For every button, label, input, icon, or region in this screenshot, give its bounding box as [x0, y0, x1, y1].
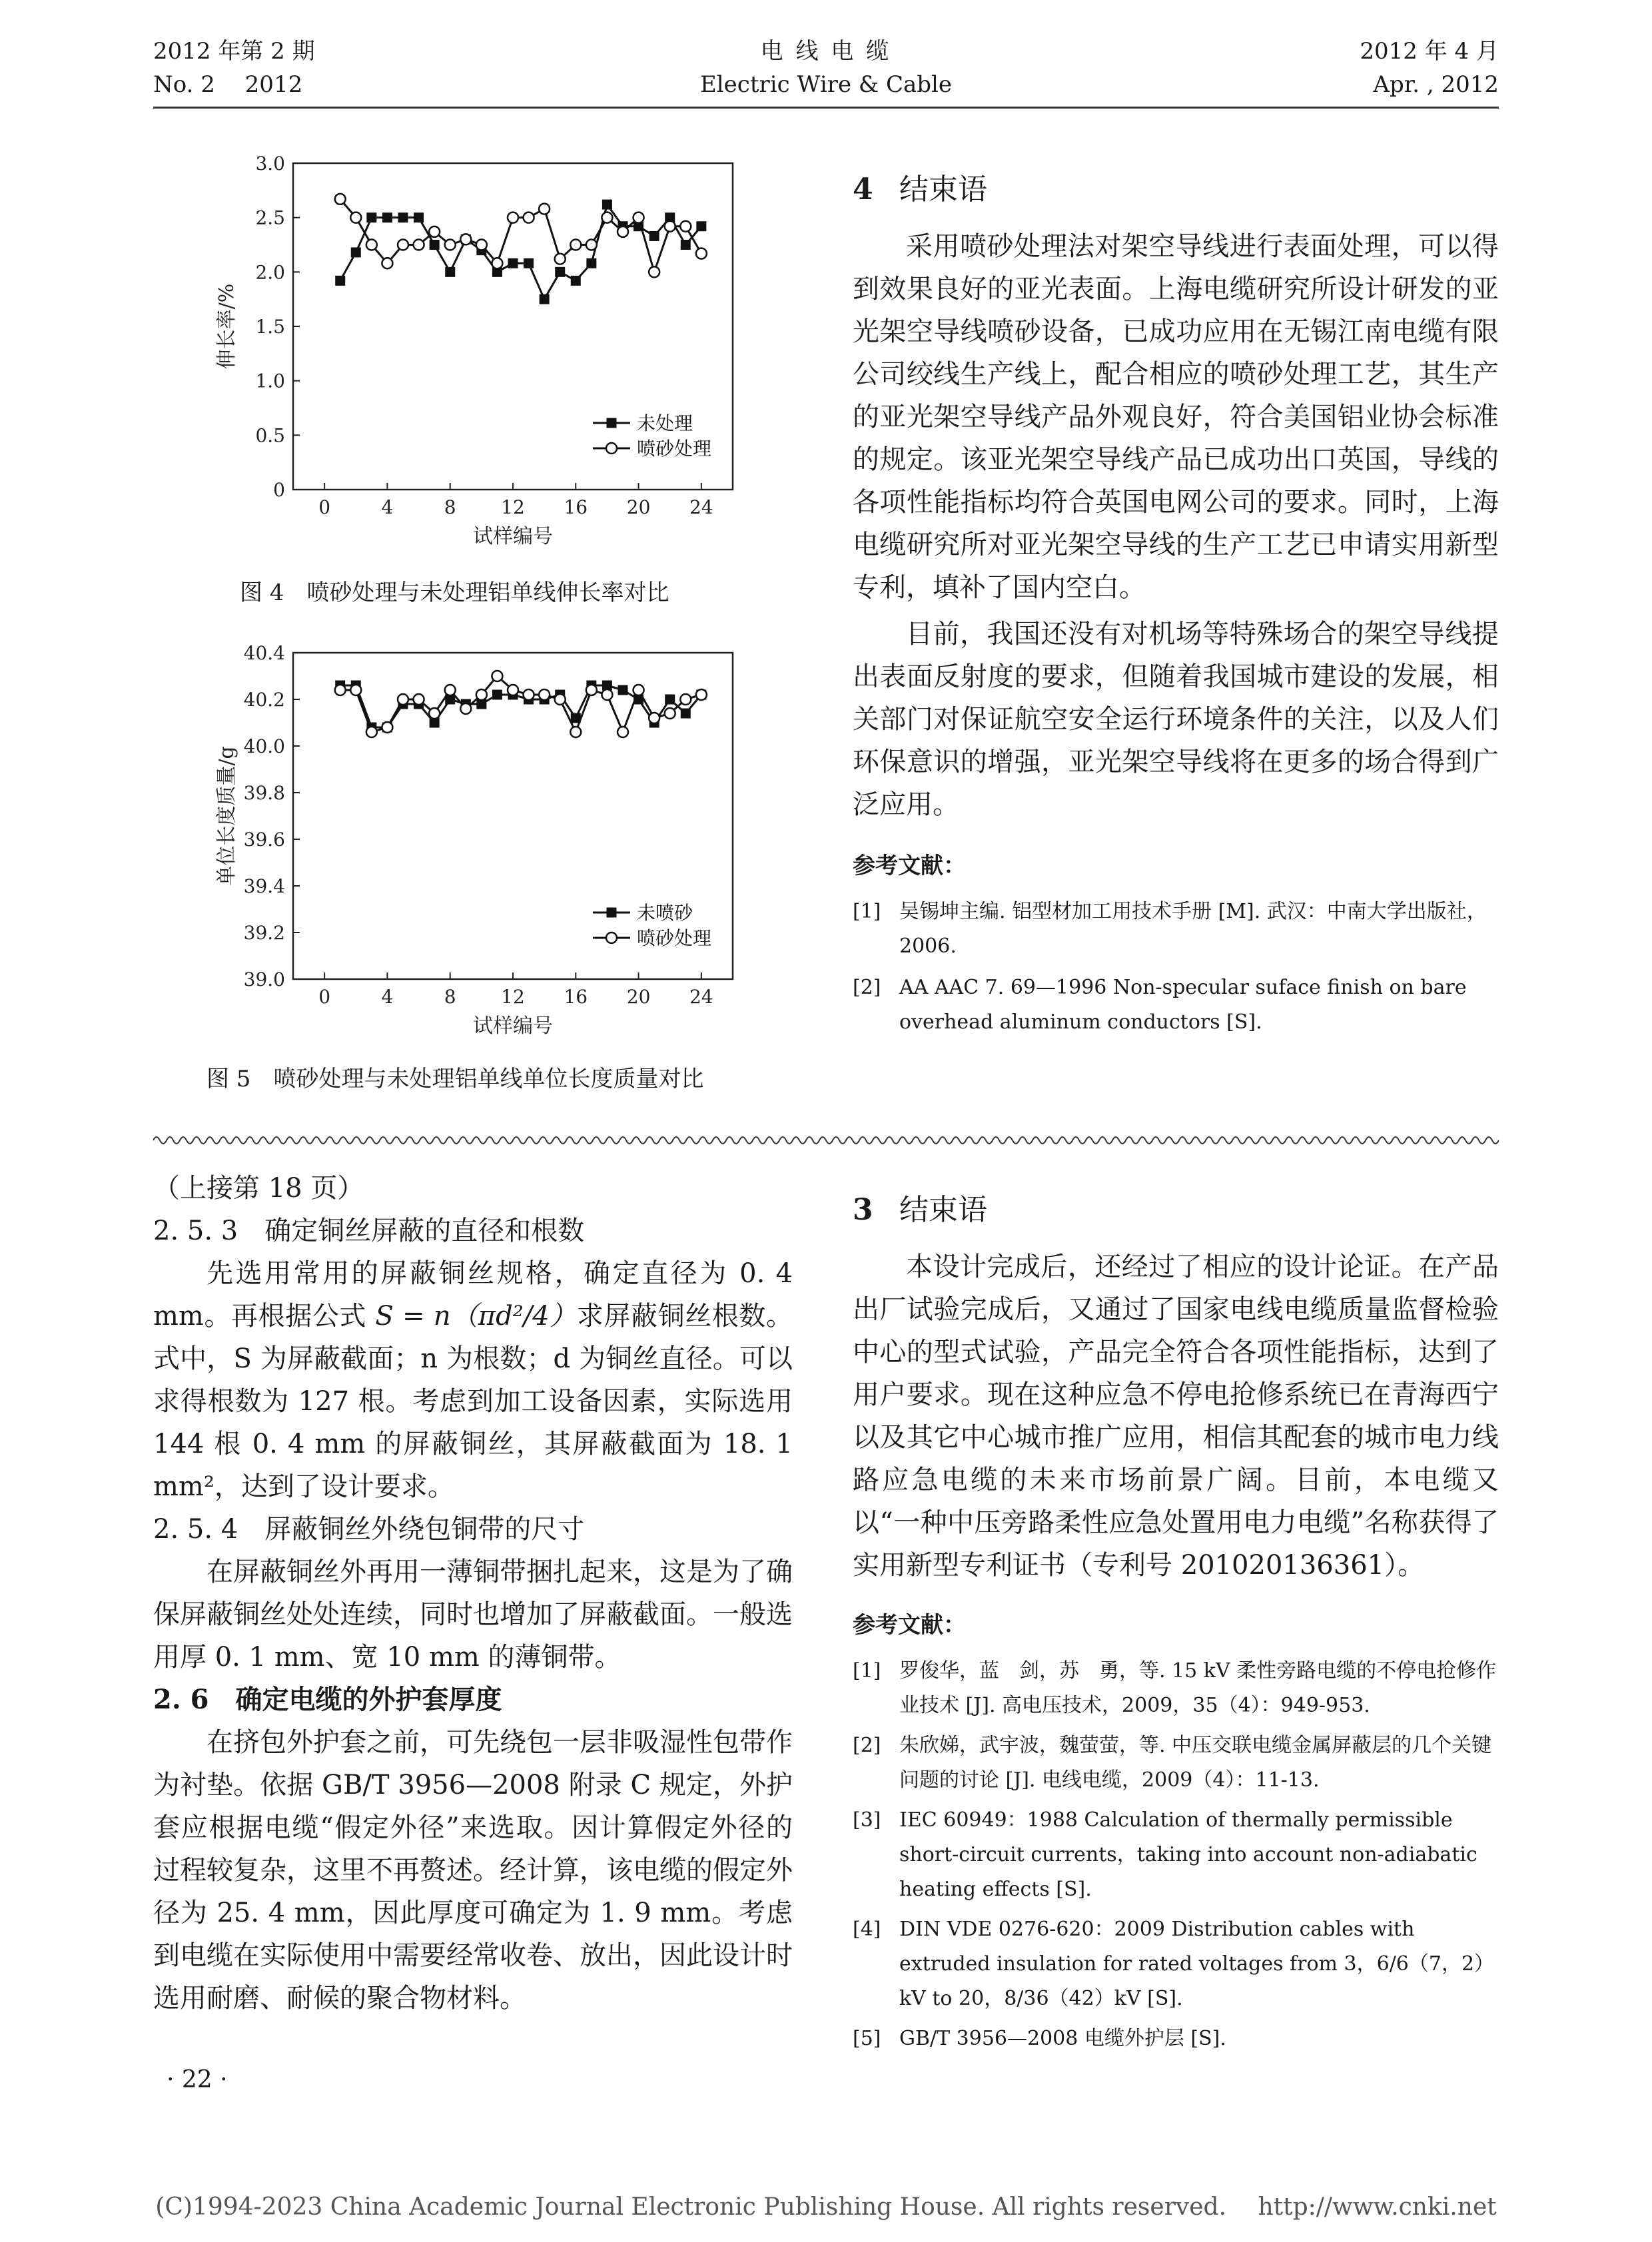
fig5-point-circle — [696, 689, 707, 700]
fig4-point-circle — [335, 194, 346, 204]
section-4 — [853, 165, 1499, 1040]
fig5-series-line-2 — [340, 676, 701, 732]
fig5-point-circle — [680, 694, 691, 705]
reference-number: [2] — [853, 976, 881, 999]
reference-item — [853, 1803, 1499, 1907]
fig5-y-tick-label: 40.0 — [243, 735, 285, 757]
fig4-point-square — [602, 200, 612, 210]
fig4-point-circle — [460, 234, 471, 244]
fig4-point-circle — [555, 254, 566, 264]
fig4-point-circle — [680, 221, 691, 232]
fig5-point-circle — [492, 671, 502, 681]
wavy-divider — [153, 1132, 1499, 1148]
fig4-point-circle — [492, 258, 502, 268]
fig4-series-line-1 — [340, 204, 701, 299]
fig5-point-circle — [602, 689, 612, 700]
formula: S = n（πd²/4） — [375, 1301, 577, 1331]
reference-text: DIN VDE 0276-620：2009 Distribution cables with extruded insulation for rated voltages from 3，6/6（7，2）kV to 20，8/36（42）kV [S]. — [899, 1918, 1495, 2010]
fig4-point-square — [540, 294, 550, 304]
fig4-x-axis-label: 试样编号 — [473, 525, 553, 548]
fig5-point-square — [681, 709, 691, 719]
fig5-point-circle — [508, 685, 518, 695]
section-3 — [853, 1186, 1499, 2056]
fig4-y-tick-label: 2.5 — [255, 206, 285, 229]
fig4-point-square — [571, 276, 581, 286]
reference-text: 朱欣娣，武宇波，魏萤萤，等. 中压交联电缆金属屏蔽层的几个关键问题的讨论 [J]. 电线电缆，2009（4）：11-13. — [899, 1734, 1492, 1792]
fig5-y-tick-label: 39.6 — [243, 829, 285, 851]
fig5-point-circle — [618, 727, 628, 737]
figure-5-caption: 图 5 喷砂处理与未处理铝单线单位长度质量对比 — [206, 1066, 704, 1092]
fig5-point-square — [665, 695, 675, 705]
left-lower-column — [153, 1167, 793, 2020]
fig4-point-square — [586, 258, 596, 268]
fig5-point-circle — [586, 685, 597, 695]
section-4-title: 结束语 — [899, 173, 987, 206]
section-3-number: 3 — [853, 1193, 873, 1227]
reference-number: [5] — [853, 2027, 881, 2050]
fig5-point-circle — [398, 694, 408, 705]
fig4-point-square — [649, 231, 659, 241]
reference-text: AA AAC 7. 69—1996 Non-specular suface finish on bare overhead aluminum conductors [S]. — [899, 976, 1467, 1034]
page-number: · 22 · — [167, 2066, 228, 2093]
fig4-point-square — [524, 258, 534, 268]
fig4-point-square — [555, 267, 565, 277]
fig4-point-square — [398, 212, 408, 222]
fig5-point-circle — [524, 689, 534, 700]
journal-title-en: Electric Wire & Cable — [699, 71, 953, 98]
fig5-legend-label: 喷砂处理 — [637, 927, 712, 949]
fig5-point-square — [492, 690, 502, 700]
reference-number: [2] — [853, 1734, 881, 1757]
section-4-heading — [853, 165, 1499, 208]
fig4-point-square — [366, 212, 376, 222]
fig5-point-circle — [414, 694, 424, 705]
fig4-point-square — [351, 247, 361, 257]
header-rule — [153, 107, 1499, 109]
date-cn: 2012 年 4 月 — [1360, 38, 1499, 65]
fig5-x-tick-label: 4 — [381, 986, 394, 1008]
fig5-point-circle — [539, 689, 550, 700]
fig4-point-circle — [618, 226, 628, 237]
fig4-point-circle — [366, 240, 377, 250]
figure-4-chart — [200, 140, 779, 566]
fig5-x-tick-label: 16 — [564, 986, 588, 1008]
fig4-legend-label: 未处理 — [637, 412, 693, 434]
fig4-x-tick-label: 4 — [381, 496, 394, 518]
section-4-references-title: 参考文献： — [853, 853, 966, 879]
paragraph-2-5-3-part-b: 求屏蔽铜丝根数。式中，S 为屏蔽截面；n 为根数；d 为铜丝直径。可以求得根数为 127 根。考虑到加工设备因素，实际选用 144 根 0. 4 mm 的屏蔽铜丝，其屏蔽截面为 18. 1 mm²，达到了设计要求。 — [153, 1301, 793, 1502]
fig4-point-circle — [570, 240, 581, 250]
fig4-point-circle — [524, 212, 534, 223]
reference-number: [4] — [853, 1918, 881, 1941]
fig5-point-circle — [382, 722, 392, 733]
reference-number: [1] — [853, 900, 881, 923]
header-left — [153, 35, 315, 101]
date-en: Apr. , 2012 — [1373, 71, 1499, 98]
reference-item — [853, 1912, 1499, 2016]
fig4-point-circle — [665, 221, 675, 232]
fig4-y-tick-label: 0 — [273, 479, 285, 501]
reference-item — [853, 970, 1499, 1040]
fig4-y-tick-label: 0.5 — [255, 424, 285, 447]
fig5-point-square — [618, 685, 628, 695]
section-3-title: 结束语 — [899, 1193, 987, 1227]
reference-item — [853, 2022, 1499, 2056]
section-4-number: 4 — [853, 173, 873, 206]
reference-number: [3] — [853, 1808, 881, 1832]
section-3-references-title: 参考文献： — [853, 1612, 966, 1639]
fig4-legend-label: 喷砂处理 — [637, 438, 712, 460]
fig4-y-tick-label: 1.5 — [255, 316, 285, 338]
paragraph-2-5-3 — [153, 1252, 793, 1508]
fig5-point-circle — [445, 685, 456, 695]
fig4-y-tick-label: 3.0 — [255, 153, 285, 175]
fig5-point-circle — [335, 685, 346, 695]
fig5-y-tick-label: 39.2 — [243, 922, 285, 944]
reference-item — [853, 1728, 1499, 1798]
fig4-point-circle — [649, 266, 659, 277]
fig4-point-square — [445, 267, 455, 277]
fig5-x-tick-label: 24 — [689, 986, 713, 1008]
issue-en: No. 2 2012 — [153, 71, 303, 98]
fig4-point-circle — [633, 212, 644, 223]
fig5-point-circle — [665, 708, 675, 719]
figure-5-chart — [200, 629, 779, 1056]
section-4-paragraph-2: 目前，我国还没有对机场等特殊场合的架空导线提出表面反射度的要求，但随着我国城市建设的发展，相关部门对保证航空安全运行环境条件的关注，以及人们环保意识的增强，亚光架空导线将在更多的场合得到广泛应用。 — [853, 619, 1499, 820]
fig4-y-axis-label: 伸长率/% — [215, 283, 238, 370]
fig4-point-circle — [414, 240, 424, 250]
reference-item — [853, 1654, 1499, 1723]
fig4-x-tick-label: 24 — [689, 496, 713, 518]
fig4-y-tick-label: 2.0 — [255, 261, 285, 284]
fig4-point-square — [430, 240, 440, 250]
heading-2-5-3: 2. 5. 3 确定铜丝屏蔽的直径和根数 — [153, 1216, 585, 1246]
reference-text: IEC 60949：1988 Calculation of thermally permissible short-circuit currents，taking into account non-adiabatic heating effects [S]. — [899, 1808, 1477, 1901]
header-right — [1360, 35, 1499, 101]
section-3-reference-list — [853, 1654, 1499, 2056]
fig4-x-tick-label: 8 — [444, 496, 456, 518]
fig4-point-circle — [445, 240, 456, 250]
fig4-point-square — [681, 240, 691, 250]
reference-item — [853, 895, 1499, 964]
fig4-point-circle — [398, 240, 408, 250]
fig5-legend-circle — [606, 933, 617, 943]
fig5-point-circle — [429, 708, 440, 719]
fig4-point-circle — [429, 226, 440, 237]
fig5-point-circle — [460, 703, 471, 714]
fig4-legend-circle — [606, 443, 617, 454]
paragraph-2-5-4: 在屏蔽铜丝外再用一薄铜带捆扎起来，这是为了确保屏蔽铜丝处处连续，同时也增加了屏蔽截面。一般选用厚 0. 1 mm、宽 10 mm 的薄铜带。 — [153, 1557, 793, 1673]
fig5-y-axis-label: 单位长度质量/g — [215, 746, 238, 886]
fig5-x-axis-label: 试样编号 — [473, 1014, 553, 1038]
fig5-x-tick-label: 20 — [626, 986, 651, 1008]
fig4-point-circle — [350, 212, 361, 223]
fig5-point-circle — [570, 727, 581, 737]
fig4-point-square — [414, 212, 424, 222]
fig4-point-circle — [696, 248, 707, 259]
reference-text: GB/T 3956—2008 电缆外护层 [S]. — [899, 2027, 1226, 2050]
fig4-x-tick-label: 16 — [564, 496, 588, 518]
section-3-heading — [853, 1186, 1499, 1228]
heading-2-5-4: 2. 5. 4 屏蔽铜丝外绕包铜带的尺寸 — [153, 1514, 585, 1545]
copyright-footer: (C)1994-2023 China Academic Journal Electronic Publishing House. All rights reserved. http://www.cnki.net — [155, 2193, 1497, 2221]
fig4-point-square — [696, 221, 706, 231]
fig4-legend-square — [607, 418, 617, 428]
fig5-point-circle — [350, 685, 361, 695]
section-4-paragraph-1: 采用喷砂处理法对架空导线进行表面处理，可以得到效果良好的亚光表面。上海电缆研究所设计研发的亚光架空导线喷砂设备，已成功应用在无锡江南电缆有限公司绞线生产线上，配合相应的喷砂处理工艺，其生产的亚光架空导线产品外观良好，符合美国铝业协会标准的规定。该亚光架空导线产品已成功出口英国，导线的各项性能指标均符合英国电网公司的要求。同时，上海电缆研究所对亚光架空导线的生产工艺已申请实用新型专利，填补了国内空白。 — [853, 231, 1499, 603]
journal-title-cn: 电 线 电 缆 — [760, 38, 892, 65]
fig4-y-tick-label: 1.0 — [255, 370, 285, 392]
fig5-point-circle — [649, 713, 659, 723]
figure-4-caption: 图 4 喷砂处理与未处理铝单线伸长率对比 — [240, 579, 669, 606]
fig5-y-tick-label: 40.2 — [243, 689, 285, 711]
reference-number: [1] — [853, 1659, 881, 1682]
fig4-series-line-2 — [340, 199, 701, 272]
fig4-point-circle — [476, 240, 487, 250]
fig5-x-tick-label: 12 — [501, 986, 525, 1008]
reference-text: 罗俊华，蓝 剑，苏 勇，等. 15 kV 柔性旁路电缆的不停电抢修作业技术 [J]. 高电压技术，2009，35（4）：949-953. — [899, 1659, 1497, 1717]
fig4-point-circle — [602, 212, 612, 223]
fig4-point-circle — [508, 212, 518, 223]
fig4-point-circle — [586, 240, 597, 250]
fig4-x-tick-label: 12 — [501, 496, 525, 518]
fig5-x-tick-label: 8 — [444, 986, 456, 1008]
section-3-paragraph-1: 本设计完成后，还经过了相应的设计论证。在产品出厂试验完成后，又通过了国家电线电缆质量监督检验中心的型式试验，产品完全符合各项性能指标，达到了用户要求。现在这种应急不停电抢修系统已在青海西宁以及其它中心城市推广应用，相信其配套的城市电力线路应急电缆的未来市场前景广阔。目前，本电缆又以“一种中压旁路柔性应急处置用电力电缆”名称获得了实用新型专利证书（专利号 201020136361）。 — [853, 1252, 1499, 1581]
heading-2-6: 2. 6 确定电缆的外护套厚度 — [153, 1684, 502, 1715]
paragraph-2-6: 在挤包外护套之前，可先绕包一层非吸湿性包带作为衬垫。依据 GB/T 3956—2008 附录 C 规定，外护套应根据电缆“假定外径”来选取。因计算假定外径的过程较复杂，这里不再赘述。经计算，该电缆的假定外径为 25. 4 mm，因此厚度可确定为 1. 9 mm。考虑到电缆在实际使用中需要经常收卷、放出，因此设计时选用耐磨、耐候的聚合物材料。 — [153, 1727, 793, 2014]
paragraph-2-5-3-part-a: 先选用常用的屏蔽铜丝规格，确定直径为 0. 4 mm。再根据公式 — [153, 1258, 793, 1331]
fig5-point-circle — [633, 685, 644, 695]
fig4-x-tick-label: 20 — [626, 496, 651, 518]
fig5-y-tick-label: 40.4 — [243, 642, 285, 664]
fig5-legend-label: 未喷砂 — [637, 902, 693, 924]
fig5-legend-square — [607, 908, 617, 918]
section-4-reference-list — [853, 895, 1499, 1040]
fig5-point-circle — [476, 689, 487, 700]
fig4-point-square — [335, 276, 345, 286]
issue-cn: 2012 年第 2 期 — [153, 38, 315, 65]
fig5-point-circle — [366, 727, 377, 737]
reference-text: 吴锡坤主编. 铝型材加工用技术手册 [M]. 武汉：中南大学出版社，2006. — [899, 900, 1487, 958]
fig5-point-circle — [555, 694, 566, 705]
fig5-y-tick-label: 39.0 — [243, 968, 285, 990]
fig4-point-circle — [539, 204, 550, 214]
continued-note: （上接第 18 页） — [153, 1173, 364, 1204]
fig4-point-circle — [382, 258, 392, 268]
fig4-x-tick-label: 0 — [318, 496, 331, 518]
fig5-x-tick-label: 0 — [318, 986, 331, 1008]
fig4-point-square — [508, 258, 518, 268]
header-center — [626, 35, 1026, 101]
fig4-point-square — [382, 212, 392, 222]
fig5-y-tick-label: 39.4 — [243, 875, 285, 897]
fig5-y-tick-label: 39.8 — [243, 782, 285, 804]
